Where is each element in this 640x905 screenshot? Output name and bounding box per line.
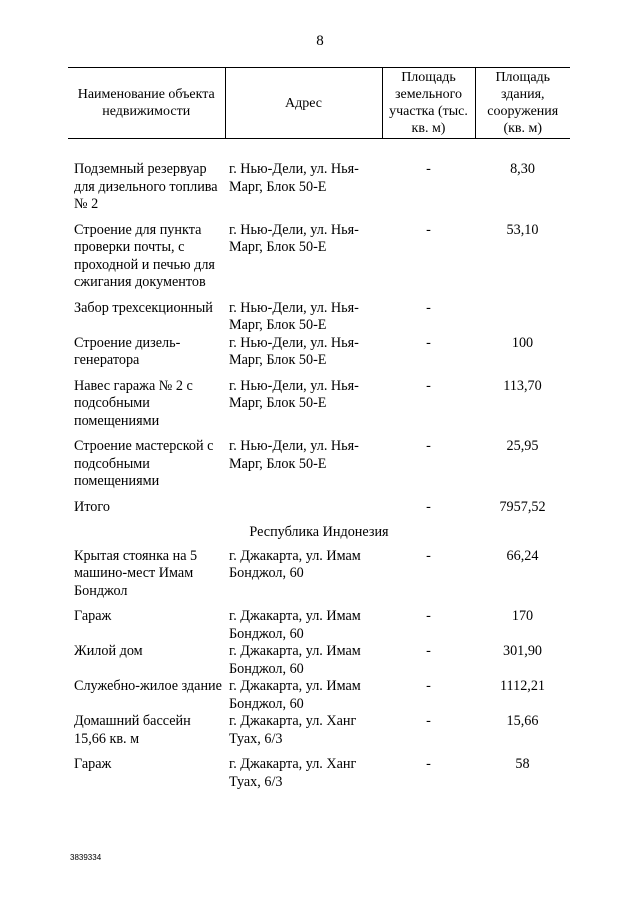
property-table-wrap xyxy=(68,67,570,791)
property-address: г. Нью-Дели, ул. Нья-Марг, Блок 50-Е xyxy=(229,334,359,368)
section-title: Республика Индонезия xyxy=(249,524,389,540)
building-area-value: 8,30 xyxy=(510,161,535,177)
table-row xyxy=(68,713,570,756)
land-area-value: - xyxy=(426,643,431,659)
property-name: Навес гаража № 2 с подсобными помещениями xyxy=(74,377,193,429)
table-row xyxy=(68,378,570,439)
table-row xyxy=(68,222,570,300)
property-table xyxy=(68,67,570,791)
table-row xyxy=(68,608,570,643)
property-address: г. Джакарта, ул. Имам Бонджол, 60 xyxy=(229,678,361,712)
building-area-value: 53,10 xyxy=(506,221,539,238)
property-address: г. Нью-Дели, ул. Нья-Марг, Блок 50-Е xyxy=(229,221,359,255)
property-name: Жилой дом xyxy=(74,643,143,659)
land-area-value: - xyxy=(426,756,431,772)
building-area-value: 7957,52 xyxy=(499,498,546,515)
property-name: Домашний бассейн 15,66 кв. м xyxy=(74,713,191,747)
spacer-row xyxy=(68,139,570,162)
table-row xyxy=(68,548,570,609)
property-name: Гараж xyxy=(74,756,112,772)
table-row xyxy=(68,161,570,222)
property-address: г. Джакарта, ул. Имам Бонджол, 60 xyxy=(229,547,361,581)
header-name: Наименование объекта недвижимости xyxy=(68,68,225,139)
property-address xyxy=(225,499,382,525)
building-area-value: 1112,21 xyxy=(499,678,546,694)
property-address: г. Джакарта, ул. Имам Бонджол, 60 xyxy=(229,608,361,642)
land-area-value: - xyxy=(426,299,431,316)
table-row xyxy=(68,438,570,499)
header-land-area: Площадь земельного участка (тыс. кв. м) xyxy=(382,68,475,139)
table-row xyxy=(68,499,570,525)
land-area-value: - xyxy=(426,608,431,624)
building-area-value: 301,90 xyxy=(502,643,542,659)
land-area-value: - xyxy=(426,438,431,454)
property-address: г. Нью-Дели, ул. Нья-Марг, Блок 50-Е xyxy=(229,377,359,411)
table-row xyxy=(68,678,570,713)
property-name: Подземный резервуар для дизельного топлива № 2 xyxy=(74,161,218,212)
land-area-value: - xyxy=(426,498,431,515)
land-area-value: - xyxy=(426,547,431,564)
document-code: 3839334 xyxy=(70,853,102,862)
property-name: Строение мастерской с подсобными помещениями xyxy=(74,438,214,489)
land-area-value: - xyxy=(426,161,431,177)
property-name: Забор трехсекционный xyxy=(74,299,213,316)
land-area-value: - xyxy=(426,678,431,694)
building-area-value: 66,24 xyxy=(506,547,539,564)
property-address: г. Джакарта, ул. Ханг Туах, 6/3 xyxy=(229,713,357,747)
land-area-value: - xyxy=(426,334,431,351)
property-name: Итого xyxy=(74,498,110,515)
table-row xyxy=(68,335,570,378)
table-body xyxy=(68,139,570,792)
building-area-value: 113,70 xyxy=(503,377,542,394)
property-address: г. Нью-Дели, ул. Нья-Марг, Блок 50-Е xyxy=(229,299,359,333)
property-address: г. Джакарта, ул. Имам Бонджол, 60 xyxy=(229,643,361,677)
property-name: Строение для пункта проверки почты, с проходной и печью для сжигания документов xyxy=(74,221,215,290)
table-row xyxy=(68,300,570,335)
property-address: г. Нью-Дели, ул. Нья-Марг, Блок 50-Е xyxy=(229,161,359,195)
header-building-area: Площадь здания, сооружения (кв. м) xyxy=(475,68,570,139)
land-area-value: - xyxy=(426,377,431,394)
building-area-value: 100 xyxy=(511,334,534,351)
section-row xyxy=(68,524,570,548)
land-area-value: - xyxy=(426,713,431,729)
land-area-value: - xyxy=(426,221,431,238)
page-number: 8 xyxy=(316,33,324,49)
building-area-value xyxy=(475,300,570,335)
building-area-value: 170 xyxy=(511,608,534,624)
property-name: Строение дизель-генератора xyxy=(74,334,181,368)
table-header xyxy=(68,68,570,139)
table-row xyxy=(68,756,570,791)
property-name: Гараж xyxy=(74,608,112,624)
property-name: Крытая стоянка на 5 машино-мест Имам Бонджол xyxy=(74,547,198,599)
header-address: Адрес xyxy=(225,68,382,139)
building-area-value: 58 xyxy=(515,756,530,772)
property-address: г. Джакарта, ул. Ханг Туах, 6/3 xyxy=(229,756,357,790)
table-row xyxy=(68,643,570,678)
building-area-value: 15,66 xyxy=(506,713,539,729)
building-area-value: 25,95 xyxy=(506,438,539,454)
property-name: Служебно-жилое здание xyxy=(74,678,222,694)
property-address: г. Нью-Дели, ул. Нья-Марг, Блок 50-Е xyxy=(229,438,359,472)
